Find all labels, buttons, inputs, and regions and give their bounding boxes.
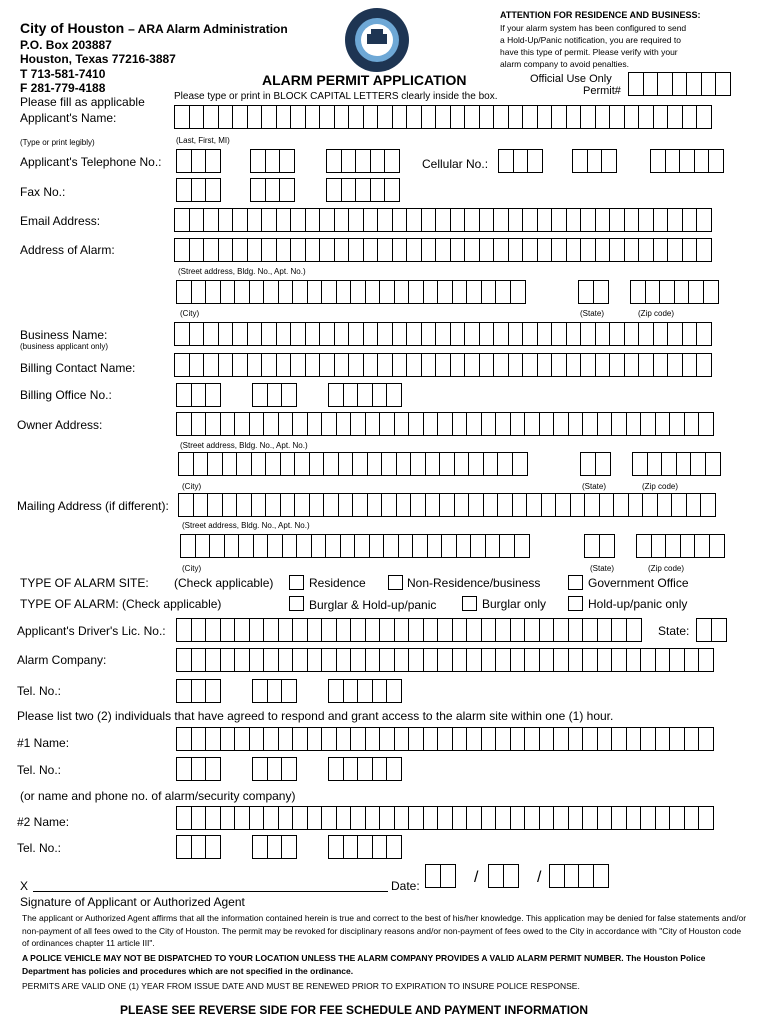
check-applicable-note: (Check applicable): [174, 576, 274, 590]
fax: F 281-779-4188: [20, 81, 106, 95]
city-seal: [343, 6, 411, 74]
mailing-street-field[interactable]: [178, 493, 716, 517]
date-separator: /: [474, 869, 479, 886]
owner-zip-field[interactable]: [632, 452, 721, 476]
char-box[interactable]: [698, 806, 714, 830]
char-box[interactable]: [440, 864, 456, 888]
cellular-line-field[interactable]: [650, 149, 724, 173]
business-name-field[interactable]: [174, 322, 712, 346]
fax-label: Fax No.:: [20, 185, 66, 199]
char-box[interactable]: [512, 452, 528, 476]
burglar-only-label: Burglar only: [482, 597, 547, 611]
telephone-line-field[interactable]: [326, 149, 400, 173]
char-box[interactable]: [386, 835, 402, 859]
telephone-prefix-field[interactable]: [250, 149, 295, 173]
char-box[interactable]: [384, 178, 400, 202]
permit-label: Permit#: [583, 85, 621, 97]
applicant-name-label: Applicant's Name:: [20, 111, 117, 125]
street-note: (Street address, Bldg. No., Apt. No.): [180, 441, 308, 450]
business-name-label: Business Name:: [20, 328, 108, 342]
holdup-only-label: Hold-up/panic only: [588, 597, 688, 611]
tel2-line-field[interactable]: [328, 835, 402, 859]
billing-contact-field[interactable]: [174, 353, 712, 377]
mailing-state-field[interactable]: [584, 534, 615, 558]
char-box[interactable]: [708, 149, 724, 173]
char-box[interactable]: [696, 238, 712, 262]
alarm-state-field[interactable]: [578, 280, 609, 304]
instruction: Please type or print in BLOCK CAPITAL LETTERS clearly inside the box.: [174, 91, 498, 102]
burglar-holdup-label: Burglar & Hold-up/panic: [309, 598, 437, 612]
billing-contact-label: Billing Contact Name:: [20, 361, 136, 375]
char-box[interactable]: [698, 412, 714, 436]
last-first-mi-note: (Last, First, MI): [176, 136, 230, 145]
char-box[interactable]: [703, 280, 719, 304]
attention-text: have this type of permit. Please verify with your: [500, 47, 678, 57]
char-box[interactable]: [696, 322, 712, 346]
tel2-area-field[interactable]: [176, 835, 221, 859]
company-tel-prefix-field[interactable]: [252, 679, 297, 703]
mailing-address-label: Mailing Address (if different):: [17, 499, 169, 513]
non-residence-checkbox[interactable]: [388, 575, 403, 590]
zip-note: (Zip code): [638, 309, 675, 318]
owner-city-field[interactable]: [178, 452, 528, 476]
char-box[interactable]: [715, 72, 731, 96]
char-box[interactable]: [601, 149, 617, 173]
street-note: (Street address, Bldg. No., Apt. No.): [182, 521, 310, 530]
char-box[interactable]: [279, 178, 295, 202]
fax-area-field[interactable]: [176, 178, 221, 202]
site-type-label: TYPE OF ALARM SITE:: [20, 576, 149, 590]
alarm-company-tel-label: Tel. No.:: [17, 684, 62, 698]
state-note: (State): [590, 564, 615, 573]
attention-text: a Hold-Up/Panic notification, you are required to: [500, 35, 681, 45]
fill-note: Please fill as applicable: [20, 95, 145, 109]
char-box[interactable]: [593, 280, 609, 304]
business-only-note: (business applicant only): [20, 342, 109, 351]
char-box[interactable]: [279, 149, 295, 173]
applicant-name-field[interactable]: [174, 105, 712, 129]
or-company-note: (or name and phone no. of alarm/security company): [20, 789, 296, 803]
char-box[interactable]: [510, 280, 526, 304]
tel1-line-field[interactable]: [328, 757, 402, 781]
date-month-field[interactable]: [425, 864, 456, 888]
char-box[interactable]: [698, 648, 714, 672]
email-label: Email Address:: [20, 214, 101, 228]
billing-area-field[interactable]: [176, 383, 221, 407]
attention-title: ATTENTION FOR RESIDENCE AND BUSINESS:: [500, 10, 701, 20]
city-note: (City): [180, 309, 200, 318]
char-box[interactable]: [599, 534, 615, 558]
tel1-area-field[interactable]: [176, 757, 221, 781]
alarm-street-field[interactable]: [174, 238, 712, 262]
state-note: (State): [582, 482, 607, 491]
char-box[interactable]: [281, 757, 297, 781]
company-tel-area-field[interactable]: [176, 679, 221, 703]
residence-label: Residence: [309, 576, 366, 590]
signature-x: X: [20, 879, 29, 893]
billing-prefix-field[interactable]: [252, 383, 297, 407]
government-label: Government Office: [588, 576, 689, 590]
char-box[interactable]: [386, 679, 402, 703]
date-day-field[interactable]: [488, 864, 519, 888]
name1-field[interactable]: [176, 727, 714, 751]
government-checkbox[interactable]: [568, 575, 583, 590]
owner-state-field[interactable]: [580, 452, 611, 476]
cellular-label: Cellular No.:: [422, 157, 489, 171]
responders-instruction: Please list two (2) individuals that have agreed to respond and grant access to the alarm site within one (1) hour.: [17, 709, 614, 723]
signature-line[interactable]: [33, 891, 388, 892]
char-box[interactable]: [698, 727, 714, 751]
tel1-label: Tel. No.:: [17, 763, 62, 777]
char-box[interactable]: [205, 149, 221, 173]
zip-note: (Zip code): [642, 482, 679, 491]
type-legibly-note: (Type or print legibly): [20, 138, 95, 147]
billing-office-label: Billing Office No.:: [20, 388, 112, 402]
char-box[interactable]: [205, 835, 221, 859]
char-box[interactable]: [514, 534, 530, 558]
telephone-area-field[interactable]: [176, 149, 221, 173]
date-separator: /: [537, 869, 542, 886]
burglar-holdup-checkbox[interactable]: [289, 596, 304, 611]
char-box[interactable]: [386, 383, 402, 407]
char-box[interactable]: [384, 149, 400, 173]
alarm-company-field[interactable]: [176, 648, 714, 672]
reverse-side-notice: PLEASE SEE REVERSE SIDE FOR FEE SCHEDULE AND PAYMENT INFORMATION: [120, 1003, 589, 1017]
drivers-lic-label: Applicant's Driver's Lic. No.:: [17, 624, 166, 638]
char-box[interactable]: [705, 452, 721, 476]
phone: T 713-581-7410: [20, 67, 106, 81]
alarm-zip-field[interactable]: [630, 280, 719, 304]
city-state: Houston, Texas 77216-3887: [20, 52, 176, 66]
dispatch-warning: A POLICE VEHICLE MAY NOT BE DISPATCHED TO YOUR LOCATION UNLESS THE ALARM COMPANY PROVIDES A VALID ALARM PERMIT NUMBER. The Houston Police Department has policies and procedures which are not specified in the ordinance.: [22, 953, 706, 976]
name1-label: #1 Name:: [17, 736, 70, 750]
char-box[interactable]: [205, 757, 221, 781]
zip-note: (Zip code): [648, 564, 685, 573]
char-box[interactable]: [700, 493, 716, 517]
telephone-label: Applicant's Telephone No.:: [20, 155, 162, 169]
char-box[interactable]: [595, 452, 611, 476]
tel2-label: Tel. No.:: [17, 841, 62, 855]
alarm-address-label: Address of Alarm:: [20, 243, 115, 257]
char-box[interactable]: [696, 208, 712, 232]
affirmation-text: The applicant or Authorized Agent affirms that all the information contained herein is true and correct to the best of his/her knowledge. This application may be denied for false statements and/or non-payment of all fees owed to the City of Houston. The permit may be revoked for disciplinary reasons and/or non-payment of fees owed to the City in accordance with "City of Houston code of ordinances chapter 11 article III".: [22, 913, 747, 948]
holdup-only-checkbox[interactable]: [568, 596, 583, 611]
dl-state-label: State:: [658, 624, 690, 638]
city-note: (City): [182, 564, 202, 573]
name2-label: #2 Name:: [17, 815, 70, 829]
email-field[interactable]: [174, 208, 712, 232]
attention-text: alarm company to avoid penalties.: [500, 59, 629, 69]
org-name: City of Houston – ARA Alarm Administration: [20, 20, 288, 36]
dl-state-field[interactable]: [696, 618, 727, 642]
po-box: P.O. Box 203887: [20, 38, 112, 52]
non-residence-label: Non-Residence/business: [407, 576, 541, 590]
char-box[interactable]: [593, 864, 609, 888]
date-year-field[interactable]: [549, 864, 609, 888]
page-title: ALARM PERMIT APPLICATION: [262, 72, 467, 88]
city-note: (City): [182, 482, 202, 491]
fax-line-field[interactable]: [326, 178, 400, 202]
char-box[interactable]: [696, 353, 712, 377]
drivers-lic-field[interactable]: [176, 618, 642, 642]
mailing-zip-field[interactable]: [636, 534, 725, 558]
char-box[interactable]: [386, 757, 402, 781]
char-box[interactable]: [281, 835, 297, 859]
attention-text: If your alarm system has been configured to send: [500, 23, 687, 33]
tel2-prefix-field[interactable]: [252, 835, 297, 859]
burglar-only-checkbox[interactable]: [462, 596, 477, 611]
company-tel-line-field[interactable]: [328, 679, 402, 703]
cellular-prefix-field[interactable]: [572, 149, 617, 173]
owner-address-label: Owner Address:: [17, 418, 103, 432]
official-use: Official Use Only: [530, 73, 612, 85]
char-box[interactable]: [205, 679, 221, 703]
billing-line-field[interactable]: [328, 383, 402, 407]
cellular-area-field[interactable]: [498, 149, 543, 173]
tel1-prefix-field[interactable]: [252, 757, 297, 781]
street-note: (Street address, Bldg. No., Apt. No.): [178, 267, 306, 276]
char-box[interactable]: [281, 679, 297, 703]
permit-number-boxes: [628, 72, 731, 96]
owner-street-field[interactable]: [176, 412, 714, 436]
char-box[interactable]: [205, 383, 221, 407]
validity-notice: PERMITS ARE VALID ONE (1) YEAR FROM ISSUE DATE AND MUST BE RENEWED PRIOR TO EXPIRATION TO INSURE POLICE RESPONSE.: [22, 981, 580, 991]
char-box[interactable]: [711, 618, 727, 642]
char-box[interactable]: [696, 105, 712, 129]
alarm-type-label: TYPE OF ALARM: (Check applicable): [20, 597, 222, 611]
char-box[interactable]: [281, 383, 297, 407]
mailing-city-field[interactable]: [180, 534, 530, 558]
char-box[interactable]: [626, 618, 642, 642]
char-box[interactable]: [709, 534, 725, 558]
state-note: (State): [580, 309, 605, 318]
signature-caption: Signature of Applicant or Authorized Agent: [20, 895, 245, 909]
char-box[interactable]: [205, 178, 221, 202]
residence-checkbox[interactable]: [289, 575, 304, 590]
char-box[interactable]: [527, 149, 543, 173]
char-box[interactable]: [503, 864, 519, 888]
alarm-city-field[interactable]: [176, 280, 526, 304]
name2-field[interactable]: [176, 806, 714, 830]
fax-prefix-field[interactable]: [250, 178, 295, 202]
alarm-company-label: Alarm Company:: [17, 653, 107, 667]
date-label: Date:: [391, 879, 420, 893]
